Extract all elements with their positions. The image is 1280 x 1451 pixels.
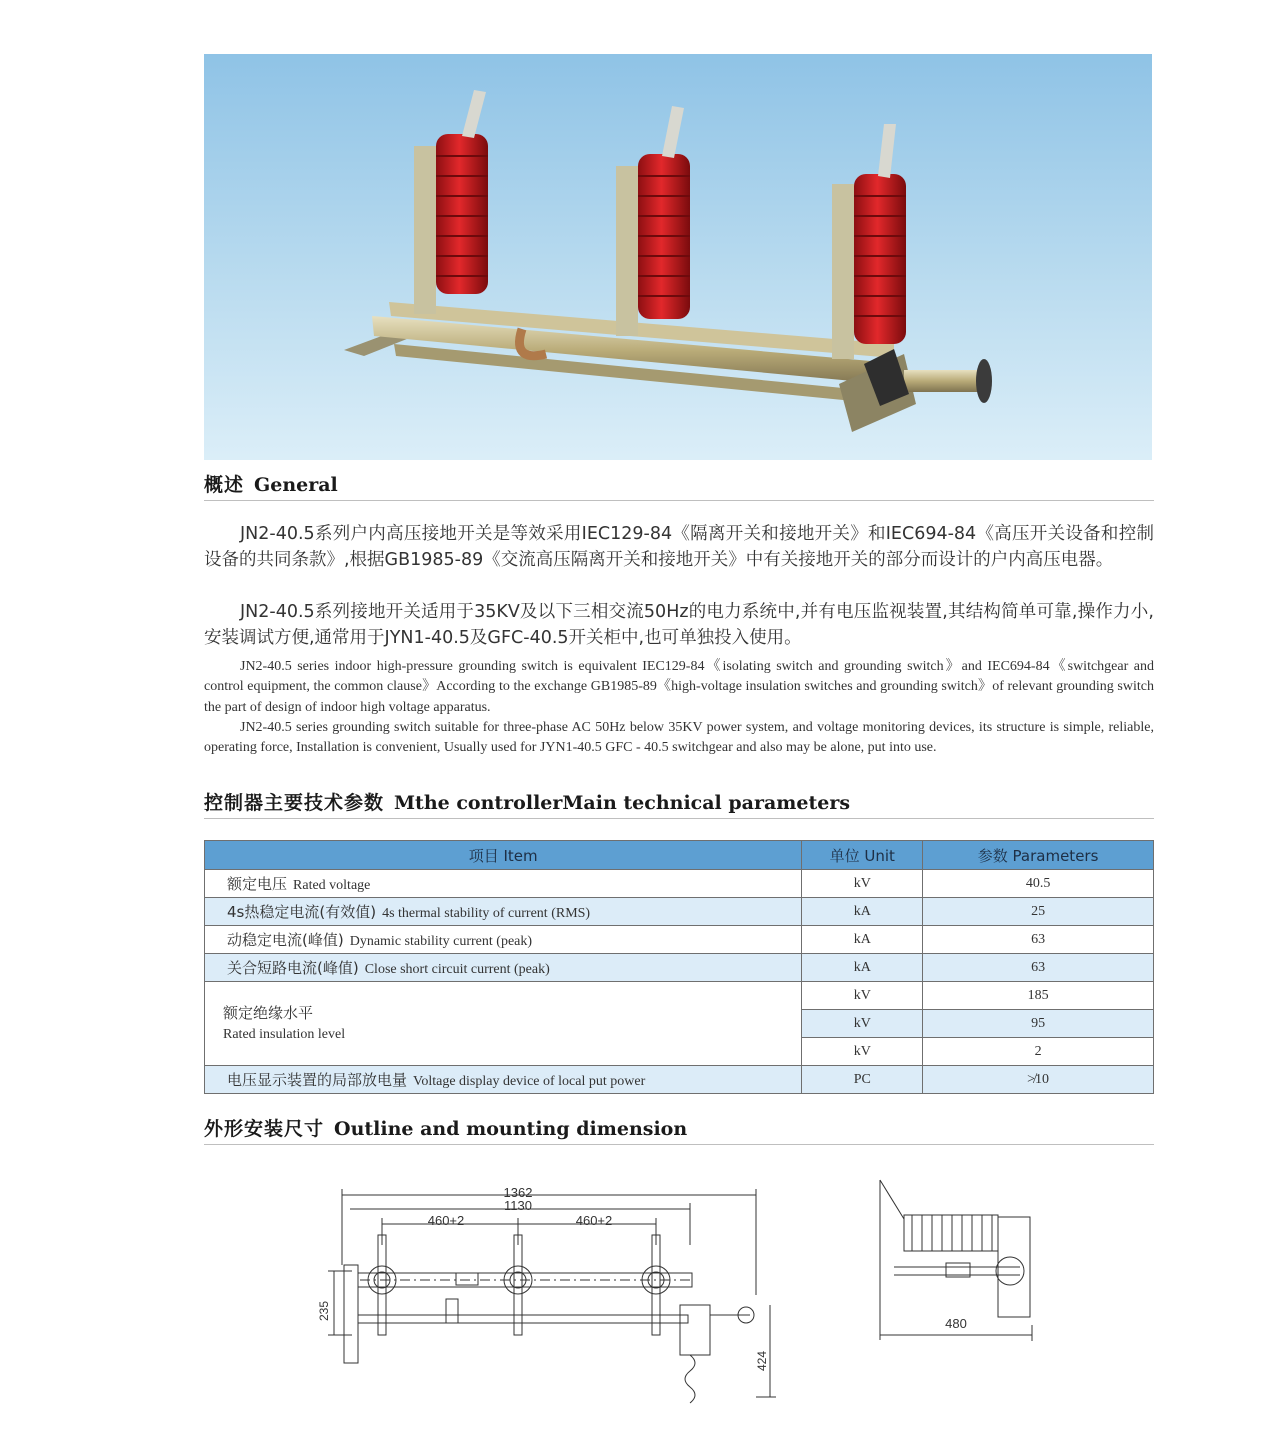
- row-label-cn: 动稳定电流(峰值): [227, 931, 344, 949]
- general-heading: [204, 470, 1154, 501]
- pole-middle: [616, 106, 690, 336]
- side-view-drawing: [870, 1175, 1040, 1345]
- row-value: ≯10: [923, 1066, 1154, 1094]
- dim-height-left: 235: [317, 1300, 331, 1322]
- parameters-table: [204, 840, 1154, 1094]
- insulation-label-cn: 额定绝缘水平: [223, 1003, 314, 1022]
- outline-heading-en: Outline and mounting dimension: [334, 1118, 688, 1140]
- row-value: 40.5: [923, 870, 1154, 898]
- grounding-switch-illustration: [204, 54, 1152, 460]
- row-label-en: Dynamic stability current (peak): [349, 934, 533, 949]
- dim-overall: 1362: [503, 1185, 533, 1200]
- pole-right: [832, 124, 906, 359]
- row-unit: kV: [802, 982, 923, 1010]
- row-value: 95: [923, 1010, 1154, 1038]
- params-heading-en: Mthe controllerMain technical parameters: [394, 792, 851, 814]
- row-label-en: Rated voltage: [293, 878, 371, 893]
- header-unit: 单位 Unit: [802, 841, 923, 870]
- outline-heading: [204, 1114, 1154, 1145]
- row-unit: PC: [802, 1066, 923, 1094]
- row-label-cn: 关合短路电流(峰值): [227, 959, 359, 977]
- row-value: 63: [923, 954, 1154, 982]
- row-label-cn: 额定电压: [227, 875, 288, 893]
- general-paragraph-cn-1: JN2-40.5系列户内高压接地开关是等效采用IEC129-84《隔离开关和接地开关》和IEC694-84《高压开关设备和控制设备的共同条款》,根据GB1985-89《交流高压隔离开关和接地开关》中有关接地开关的部分而设计的户内高压电器。: [204, 524, 1154, 570]
- front-view-drawing: [300, 1175, 800, 1415]
- row-unit: kA: [802, 954, 923, 982]
- dim-pitch-right: 460+2: [575, 1213, 613, 1228]
- outline-heading-cn: 外形安装尺寸: [204, 1118, 325, 1140]
- row-label-en: Voltage display device of local put power: [413, 1074, 646, 1089]
- table-row: [205, 954, 1154, 982]
- general-heading-en: General: [254, 474, 338, 496]
- row-value: 185: [923, 982, 1154, 1010]
- header-item: 项目 Item: [205, 841, 802, 870]
- table-row: [205, 926, 1154, 954]
- row-unit: kA: [802, 898, 923, 926]
- row-unit: kV: [802, 1010, 923, 1038]
- row-value: 63: [923, 926, 1154, 954]
- row-unit: kA: [802, 926, 923, 954]
- header-param: 参数 Parameters: [923, 841, 1154, 870]
- dim-pitch-left: 460+2: [427, 1213, 465, 1228]
- table-row: [205, 898, 1154, 926]
- row-unit: kV: [802, 870, 923, 898]
- row-value: 2: [923, 1038, 1154, 1066]
- insulation-label: [205, 982, 802, 1066]
- row-unit: kV: [802, 1038, 923, 1066]
- params-heading: [204, 788, 1154, 819]
- row-value: 25: [923, 898, 1154, 926]
- product-photo: [204, 54, 1152, 460]
- pole-left: [414, 90, 488, 314]
- general-heading-cn: 概述: [204, 474, 245, 496]
- general-paragraph-en-2: JN2-40.5 series grounding switch suitable for three-phase AC 50Hz below 35KV power system, and voltage monitoring devices, its structure is simple, reliable, operating force, Installation is convenient, Usually used for JYN1-40.5 GFC - 40.5 switchgear and also may be alone, put into use.: [204, 720, 1154, 756]
- row-label-cn: 电压显示装置的局部放电量: [227, 1071, 408, 1089]
- row-label-en: 4s thermal stability of current (RMS): [382, 906, 591, 921]
- insulation-label-en: Rated insulation level: [223, 1026, 346, 1042]
- general-paragraph-en-1: JN2-40.5 series indoor high-pressure grounding switch is equivalent IEC129-84《isolating switch and grounding switch》and IEC694-84《switchgear and control equipment, the common clause》According to the exchange GB1985-89《high-voltage insulation switches and grounding switch》of relevant grounding switch the part of design of indoor high voltage apparatus.: [204, 659, 1154, 715]
- general-paragraph-cn-2: JN2-40.5系列接地开关适用于35KV及以下三相交流50Hz的电力系统中,并有电压监视装置,其结构简单可靠,操作力小,安装调试方便,通常用于JYN1-40.5及GFC-40.5开关柜中,也可单独投入使用。: [204, 602, 1154, 648]
- dim-inner: 1130: [504, 1198, 532, 1213]
- table-header-row: [205, 841, 1154, 870]
- table-row: [205, 1066, 1154, 1094]
- table-row: [205, 870, 1154, 898]
- row-label-en: Close short circuit current (peak): [364, 962, 550, 977]
- dim-height-right: 424: [755, 1350, 769, 1372]
- row-label-cn: 4s热稳定电流(有效值): [227, 903, 377, 921]
- dim-side-width: 480: [945, 1316, 967, 1331]
- params-heading-cn: 控制器主要技术参数: [204, 792, 385, 814]
- table-row: [205, 982, 1154, 1010]
